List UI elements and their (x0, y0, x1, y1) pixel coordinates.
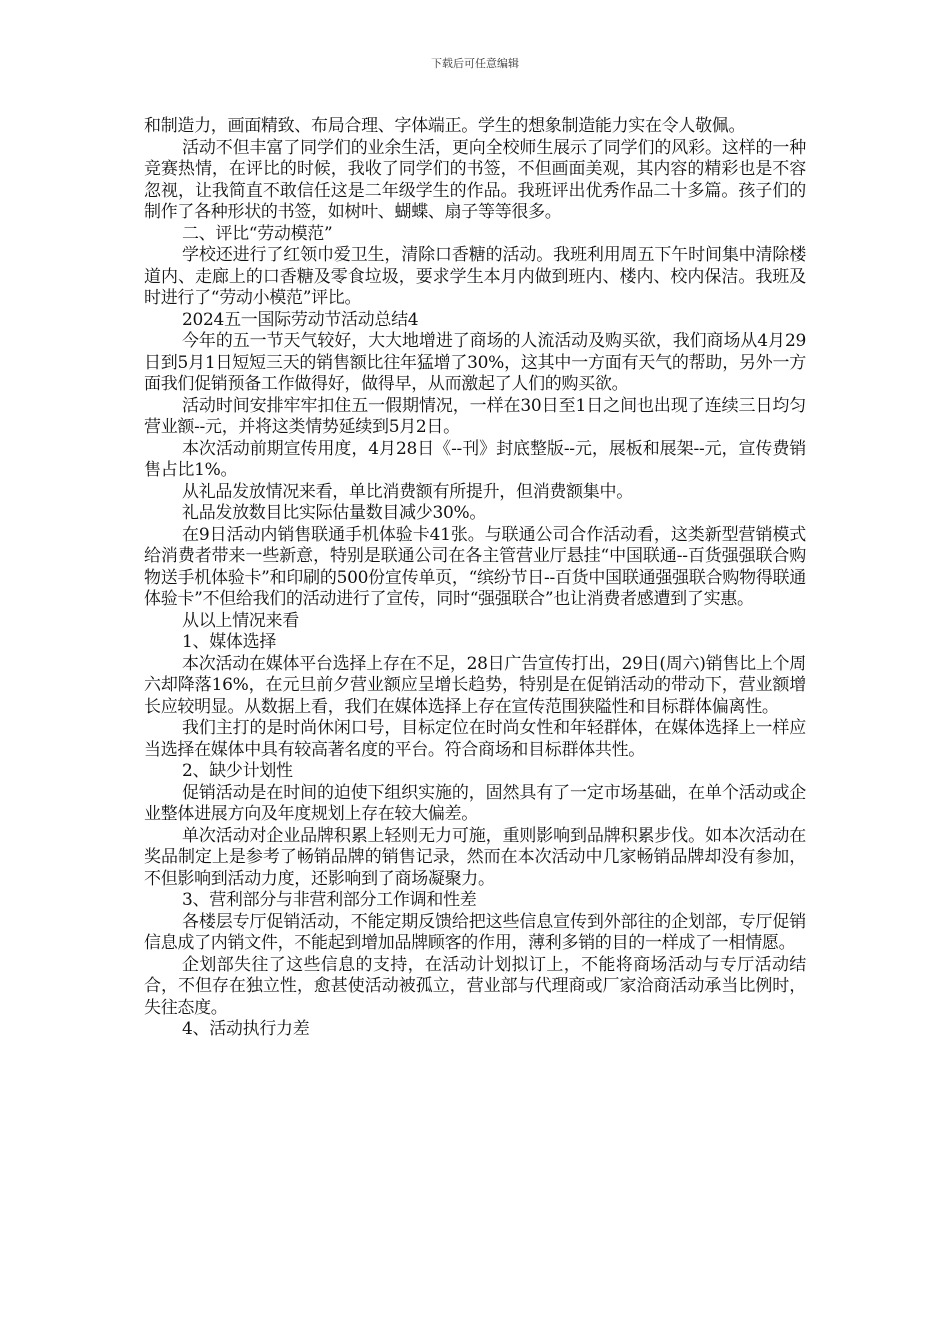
paragraph: 在9日活动内销售联通手机体验卡41张。与联通公司合作活动看，这类新型营销模式给消费者带来一些新意，特别是联通公司在各主管营业厅悬挂“中国联通--百货强强联合购物送手机体验卡”和印刷的500份宣传单页，“缤纷节日--百货中国联通强强联合购物得联通体验卡”不但给我们的活动进行了宣传，同时“强强联合”也让消费者感遭到了实惠。 (144, 524, 806, 609)
paragraph: 我们主打的是时尚休闲口号，目标定位在时尚女性和年轻群体，在媒体选择上一样应当选择在媒体中具有较高著名度的平台。符合商场和目标群体共性。 (144, 718, 806, 760)
paragraph: 活动时间安排牢牢扣住五一假期情况，一样在30日至1日之间也出现了连续三日均匀营业额--元，并将这类情势延续到5月2日。 (144, 395, 806, 437)
paragraph: 各楼层专厅促销活动，不能定期反馈给把这些信息宣传到外部往的企划部，专厅促销信息成了内销文件，不能起到增加品牌顾客的作用，薄利多销的目的一样成了一相情愿。 (144, 911, 806, 953)
page-header: 下载后可任意编辑 (431, 57, 519, 70)
paragraph: 本次活动前期宣传用度，4月28日《--刊》封底整版--元，展板和展架--元，宣传费销售占比1%。 (144, 438, 806, 480)
paragraph: 从礼品发放情况来看，单比消费额有所提升，但消费额集中。 (182, 481, 633, 502)
paragraph: 单次活动对企业品牌积累上轻则无力可施，重则影响到品牌积累步伐。如本次活动在奖品制定上是参考了畅销品牌的销售记录，然而在本次活动中几家畅销品牌却没有参加，不但影响到活动力度，还影响到了商场凝聚力。 (144, 825, 806, 889)
section-heading: 4、活动执行力差 (182, 1019, 310, 1039)
section-heading: 1、媒体选择 (182, 632, 277, 652)
section-title: 2024五一国际劳动节活动总结4 (182, 309, 419, 330)
section-heading: 二、评比“劳动模范” (182, 223, 333, 244)
paragraph: 学校还进行了红领巾爱卫生，清除口香糖的活动。我班利用周五下午时间集中清除楼道内、走廊上的口香糖及零食垃圾，要求学生本月内做到班内、楼内、校内保洁。我班及时进行了“劳动小模范”评比。 (144, 245, 806, 308)
paragraph: 促销活动是在时间的迫使下组织实施的，固然具有了一定市场基础，在单个活动或企业整体进展方向及年度规划上存在较大偏差。 (144, 782, 806, 824)
paragraph: 本次活动在媒体平台选择上存在不足，28日广告宣传打出，29日(周六)销售比上个周六却降落16%，在元旦前夕营业额应呈增长趋势，特别是在促销活动的带动下，营业额增长应较明显。从数据上看，我们在媒体选择上存在宣传范围狭隘性和目标群体偏离性。 (144, 653, 806, 717)
paragraph: 企划部失往了这些信息的支持，在活动计划拟订上，不能将商场活动与专厅活动结合，不但存在独立性，愈甚使活动被孤立，营业部与代理商或厂家洽商活动承当比例时，失往态度。 (144, 954, 806, 1018)
section-heading: 2、缺少计划性 (182, 761, 293, 781)
paragraph: 从以上情况来看 (182, 610, 299, 631)
paragraph: 今年的五一节天气较好，大大地增进了商场的人流活动及购买欲，我们商场从4月29日到5月1日短短三天的销售额比往年猛增了30%，这其中一方面有天气的帮助，另外一方面我们促销预备工作做得好，做得早，从而激起了人们的购买欲。 (144, 331, 806, 394)
paragraph: 礼品发放数目比实际估量数目减少30%。 (182, 503, 487, 523)
section-heading: 3、营利部分与非营利部分工作调和性差 (182, 890, 477, 910)
paragraph: 活动不但丰富了同学们的业余生活，更向全校师生展示了同学们的风彩。这样的一种竞赛热情，在评比的时候，我收了同学们的书签，不但画面美观，其内容的精彩也是不容忽视，让我简直不敢信任这是二年级学生的作品。我班评出优秀作品二十多篇。孩子们的制作了各种形状的书签，如树叶、蝴蝶、扇子等等很多。 (144, 137, 806, 222)
document-body (144, 116, 806, 1041)
paragraph: 和制造力，画面精致、布局合理、字体端正。学生的想象制造能力实在令人敬佩。 (144, 116, 746, 136)
